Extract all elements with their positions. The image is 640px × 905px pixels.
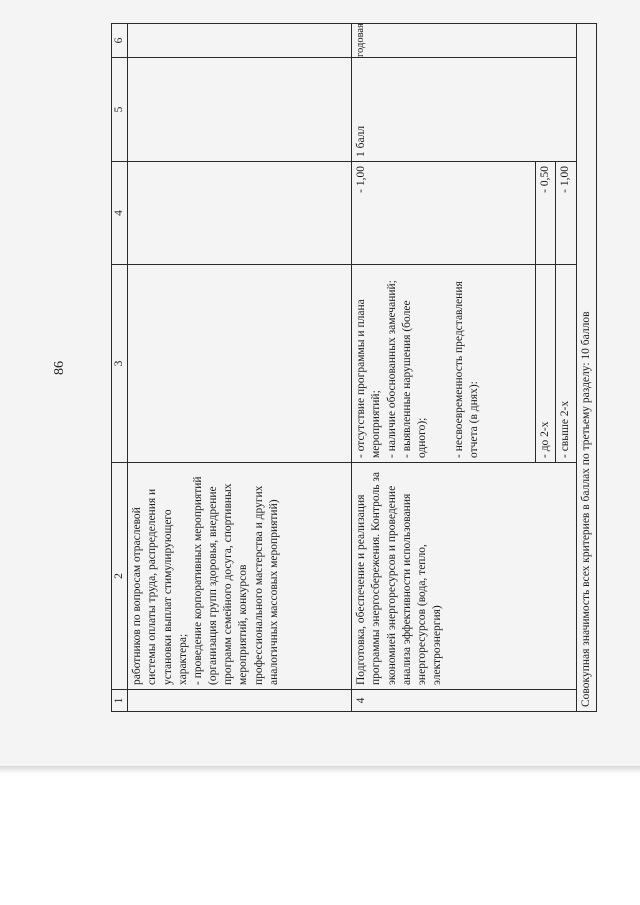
table-row-continued: [128, 24, 352, 712]
period-text: годовая: [355, 23, 367, 57]
score-cell: [128, 58, 352, 162]
header-col-1: 1: [112, 690, 128, 712]
lateness-value: - 0,50: [536, 162, 556, 265]
header-col-5: 5: [112, 58, 128, 162]
row-number: [128, 690, 352, 712]
summary-row: [576, 24, 596, 712]
header-col-6: 6: [112, 24, 128, 58]
criterion-text: работников по вопросам отраслевой системы оплаты труда, распределения и установки выплат стимулирующего характера; - проведение корпоративных мероприятий (организация групп здоровья, внедрение программ семейного досуга, спортивных мероприятий, конкурсов профессионального мастерства и других аналогичных массовых мероприятий): [128, 463, 352, 690]
conditions-text: - отсутствие программы и плана мероприятий; - наличие обоснованных замечаний; - выявленные нарушения (более одного);: [355, 280, 428, 458]
header-col-3: 3: [112, 265, 128, 463]
value-cell: [128, 162, 352, 265]
score-cell: 1 балл: [352, 58, 576, 162]
value-cell: - 1,00: [352, 162, 536, 265]
criteria-table: [111, 23, 593, 712]
period-cell: [352, 24, 576, 58]
scan-edge: [0, 766, 640, 774]
period-cell: [128, 24, 352, 58]
lateness-label: - до 2-х: [536, 265, 556, 463]
table-header-row: [112, 24, 128, 712]
header-col-4: 4: [112, 162, 128, 265]
conditions-cell: [128, 265, 352, 463]
lateness-value: - 1,00: [556, 162, 576, 265]
row-number: 4: [352, 690, 576, 712]
conditions-cell: [352, 265, 536, 463]
table-row-4: [352, 24, 536, 712]
lateness-text: - несвоевременность представления отчета (в днях):: [453, 281, 481, 458]
lateness-label: - свыше 2-х: [556, 265, 576, 463]
criterion-text: Подготовка, обеспечение и реализация программы энергосбережения. Контроль за экономией энергоресурсов и проведение анализа эффективности использования энергоресурсов (вода, тепло, электроэнергия): [352, 463, 576, 690]
page-number: 86: [52, 361, 67, 375]
summary-text: Совокупная значимость всех критериев в баллах по третьему разделу: 10 баллов: [576, 24, 596, 712]
header-col-2: 2: [112, 463, 128, 690]
